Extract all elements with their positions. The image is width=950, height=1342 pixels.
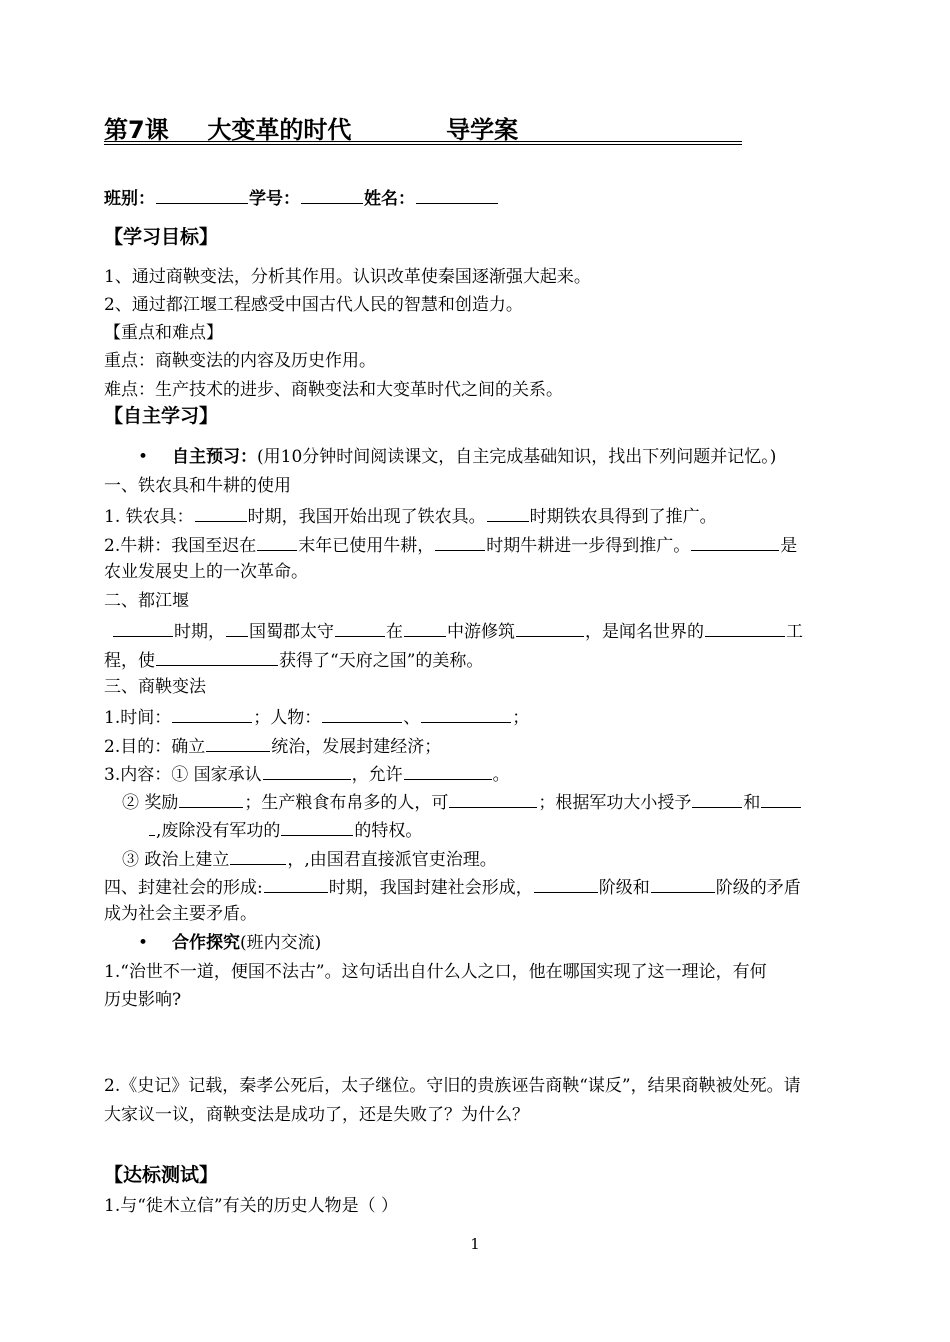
blank[interactable] <box>651 875 715 893</box>
s1-l1-text: 时期，我国开始出现了铁农具。 <box>247 507 486 527</box>
s2-l1-text: ，是闻名世界的 <box>585 622 704 642</box>
title-rule-2 <box>104 144 742 145</box>
blank[interactable] <box>113 619 173 637</box>
s4-l1-text: 阶级和 <box>598 878 650 898</box>
s2-l2-text: 获得了“天府之国”的美称。 <box>279 651 484 671</box>
coop-question-1b: 历史影响? <box>104 990 182 1010</box>
s2-l1-text: 国蜀郡太守 <box>249 622 334 642</box>
blank[interactable] <box>421 705 511 723</box>
s3-l2-text: 2.目的：确立 <box>104 737 206 757</box>
key-point: 重点：商鞅变法的内容及历史作用。 <box>104 351 376 371</box>
s2-l1-text: 时期， <box>174 622 225 642</box>
section-1-title: 一、铁农具和牛耕的使用 <box>104 476 291 496</box>
blank[interactable] <box>264 875 328 893</box>
class-blank[interactable] <box>156 186 248 204</box>
blank[interactable] <box>206 734 270 752</box>
s3-l4-text: ；生产粮食布帛多的人，可 <box>244 793 449 813</box>
section-2-title: 二、都江堰 <box>104 591 189 611</box>
blank[interactable] <box>534 875 598 893</box>
s3-line-6 <box>122 847 497 871</box>
blank[interactable] <box>149 818 155 836</box>
s1-l2-text: 2.牛耕：我国至迟在 <box>104 536 257 556</box>
s3-l4-text: 和 <box>743 793 761 813</box>
name-blank[interactable] <box>416 186 498 204</box>
s2-l2-text: 程，使 <box>104 651 155 671</box>
s3-l1-text: 、 <box>403 708 421 728</box>
lesson-number: 第7课 <box>104 116 169 144</box>
page-number: 1 <box>470 1235 480 1253</box>
s3-line-5 <box>148 818 422 842</box>
s2-l1-text: 工 <box>786 622 803 642</box>
s2-line-1 <box>112 619 803 643</box>
preview-label: 自主预习： <box>172 447 257 467</box>
lesson-type: 导学案 <box>446 116 519 144</box>
blank[interactable] <box>195 504 247 522</box>
s3-l4-text: ② 奖励 <box>122 793 179 813</box>
student-info <box>104 186 499 210</box>
name-label: 姓名： <box>364 189 415 209</box>
s1-l2-text: 是 <box>780 536 798 556</box>
class-label: 班别： <box>104 189 155 209</box>
bullet-icon: • <box>138 933 149 953</box>
blank[interactable] <box>257 533 297 551</box>
blank[interactable] <box>404 762 492 780</box>
blank[interactable] <box>516 619 584 637</box>
blank[interactable] <box>172 705 252 723</box>
goals-heading: 【学习目标】 <box>104 226 219 248</box>
blank[interactable] <box>322 705 402 723</box>
s3-l4-text: ；根据军功大小授予 <box>538 793 692 813</box>
key-heading: 【重点和难点】 <box>104 323 223 343</box>
preview-line <box>138 446 776 468</box>
s3-l5-text: ,废除没有军功的 <box>156 821 281 841</box>
test-question-1: 1.与“徙木立信”有关的历史人物是（ ） <box>104 1196 399 1216</box>
blank[interactable] <box>761 790 801 808</box>
s3-l1-text: ；人物： <box>253 708 322 728</box>
blank[interactable] <box>404 619 446 637</box>
id-blank[interactable] <box>301 186 363 204</box>
blank[interactable] <box>691 533 779 551</box>
difficult-point: 难点：生产技术的进步、商鞅变法和大变革时代之间的关系。 <box>104 380 563 400</box>
s2-l1-text: 在 <box>386 622 403 642</box>
blank[interactable] <box>281 818 353 836</box>
s4-line-1 <box>104 875 801 899</box>
s1-l2-text: 时期牛耕进一步得到推广。 <box>486 536 691 556</box>
id-label: 学号： <box>249 189 300 209</box>
s1-l2-text: 末年已使用牛耕， <box>298 536 435 556</box>
s3-l1-text: ； <box>512 708 530 728</box>
s1-l1-text: 时期铁农具得到了推广。 <box>529 507 717 527</box>
s3-l6-text: ③ 政治上建立 <box>122 850 230 870</box>
coop-question-2a: 2.《史记》记载，秦孝公死后，太子继位。守旧的贵族诬告商鞅“谋反”，结果商鞅被处死。请 <box>104 1076 801 1096</box>
coop-label: 合作探究 <box>172 933 240 953</box>
s3-l1-text: 1.时间： <box>104 708 172 728</box>
goal-item-1: 1、通过商鞅变法，分析其作用。认识改革使秦国逐渐强大起来。 <box>104 267 591 287</box>
blank[interactable] <box>449 790 537 808</box>
blank[interactable] <box>705 619 785 637</box>
coop-question-1a: 1.“治世不一道，便国不法古”。这句话出自什么人之口，他在哪国实现了这一理论，有何 <box>104 962 767 982</box>
s3-line-2 <box>104 734 441 758</box>
lesson-topic: 大变革的时代 <box>207 116 352 144</box>
s3-l5-text: 的特权。 <box>354 821 423 841</box>
s3-line-4 <box>122 790 802 814</box>
section-3-title: 三、商鞅变法 <box>104 677 206 697</box>
blank[interactable] <box>435 533 485 551</box>
coop-question-2b: 大家议一议，商鞅变法是成功了，还是失败了？为什么？ <box>104 1105 529 1125</box>
blank[interactable] <box>230 847 286 865</box>
s4-l1-text: 时期，我国封建社会形成， <box>328 878 533 898</box>
blank[interactable] <box>156 648 278 666</box>
s1-l1-text: 1. 铁农具： <box>104 507 194 527</box>
blank[interactable] <box>335 619 385 637</box>
s3-l2-text: 统治，发展封建经济； <box>271 737 442 757</box>
blank[interactable] <box>263 762 351 780</box>
s3-l3-text: 3.内容：① 国家承认 <box>104 765 262 785</box>
s1-line-2 <box>104 533 797 557</box>
s2-l1-text: 中游修筑 <box>447 622 515 642</box>
blank[interactable] <box>226 619 248 637</box>
blank[interactable] <box>487 504 529 522</box>
coop-note: (班内交流) <box>240 933 322 953</box>
s4-l1-text: 四、封建社会的形成: <box>104 878 263 898</box>
blank[interactable] <box>692 790 742 808</box>
preview-instruction: (用10分钟时间阅读课文，自主完成基础知识，找出下列问题并记忆。) <box>257 447 777 467</box>
s1-line-3: 农业发展史上的一次革命。 <box>104 562 308 582</box>
s3-l6-text: ，,由国君直接派官吏治理。 <box>287 850 497 870</box>
s3-l3-text: ，允许 <box>351 765 403 785</box>
coop-line <box>138 932 321 954</box>
s3-line-1 <box>104 705 529 729</box>
s4-l1-text: 阶级的矛盾 <box>715 878 801 898</box>
bullet-icon: • <box>138 447 149 467</box>
s1-line-1 <box>104 504 717 528</box>
s2-line-2 <box>104 648 483 672</box>
test-heading: 【达标测试】 <box>104 1164 219 1186</box>
blank[interactable] <box>179 790 243 808</box>
title-rule <box>104 141 742 142</box>
s4-line-2: 成为社会主要矛盾。 <box>104 904 257 924</box>
self-study-heading: 【自主学习】 <box>104 405 219 427</box>
goal-item-2: 2、通过都江堰工程感受中国古代人民的智慧和创造力。 <box>104 295 523 315</box>
s3-l3-text: 。 <box>492 765 510 785</box>
s3-line-3 <box>104 762 510 786</box>
